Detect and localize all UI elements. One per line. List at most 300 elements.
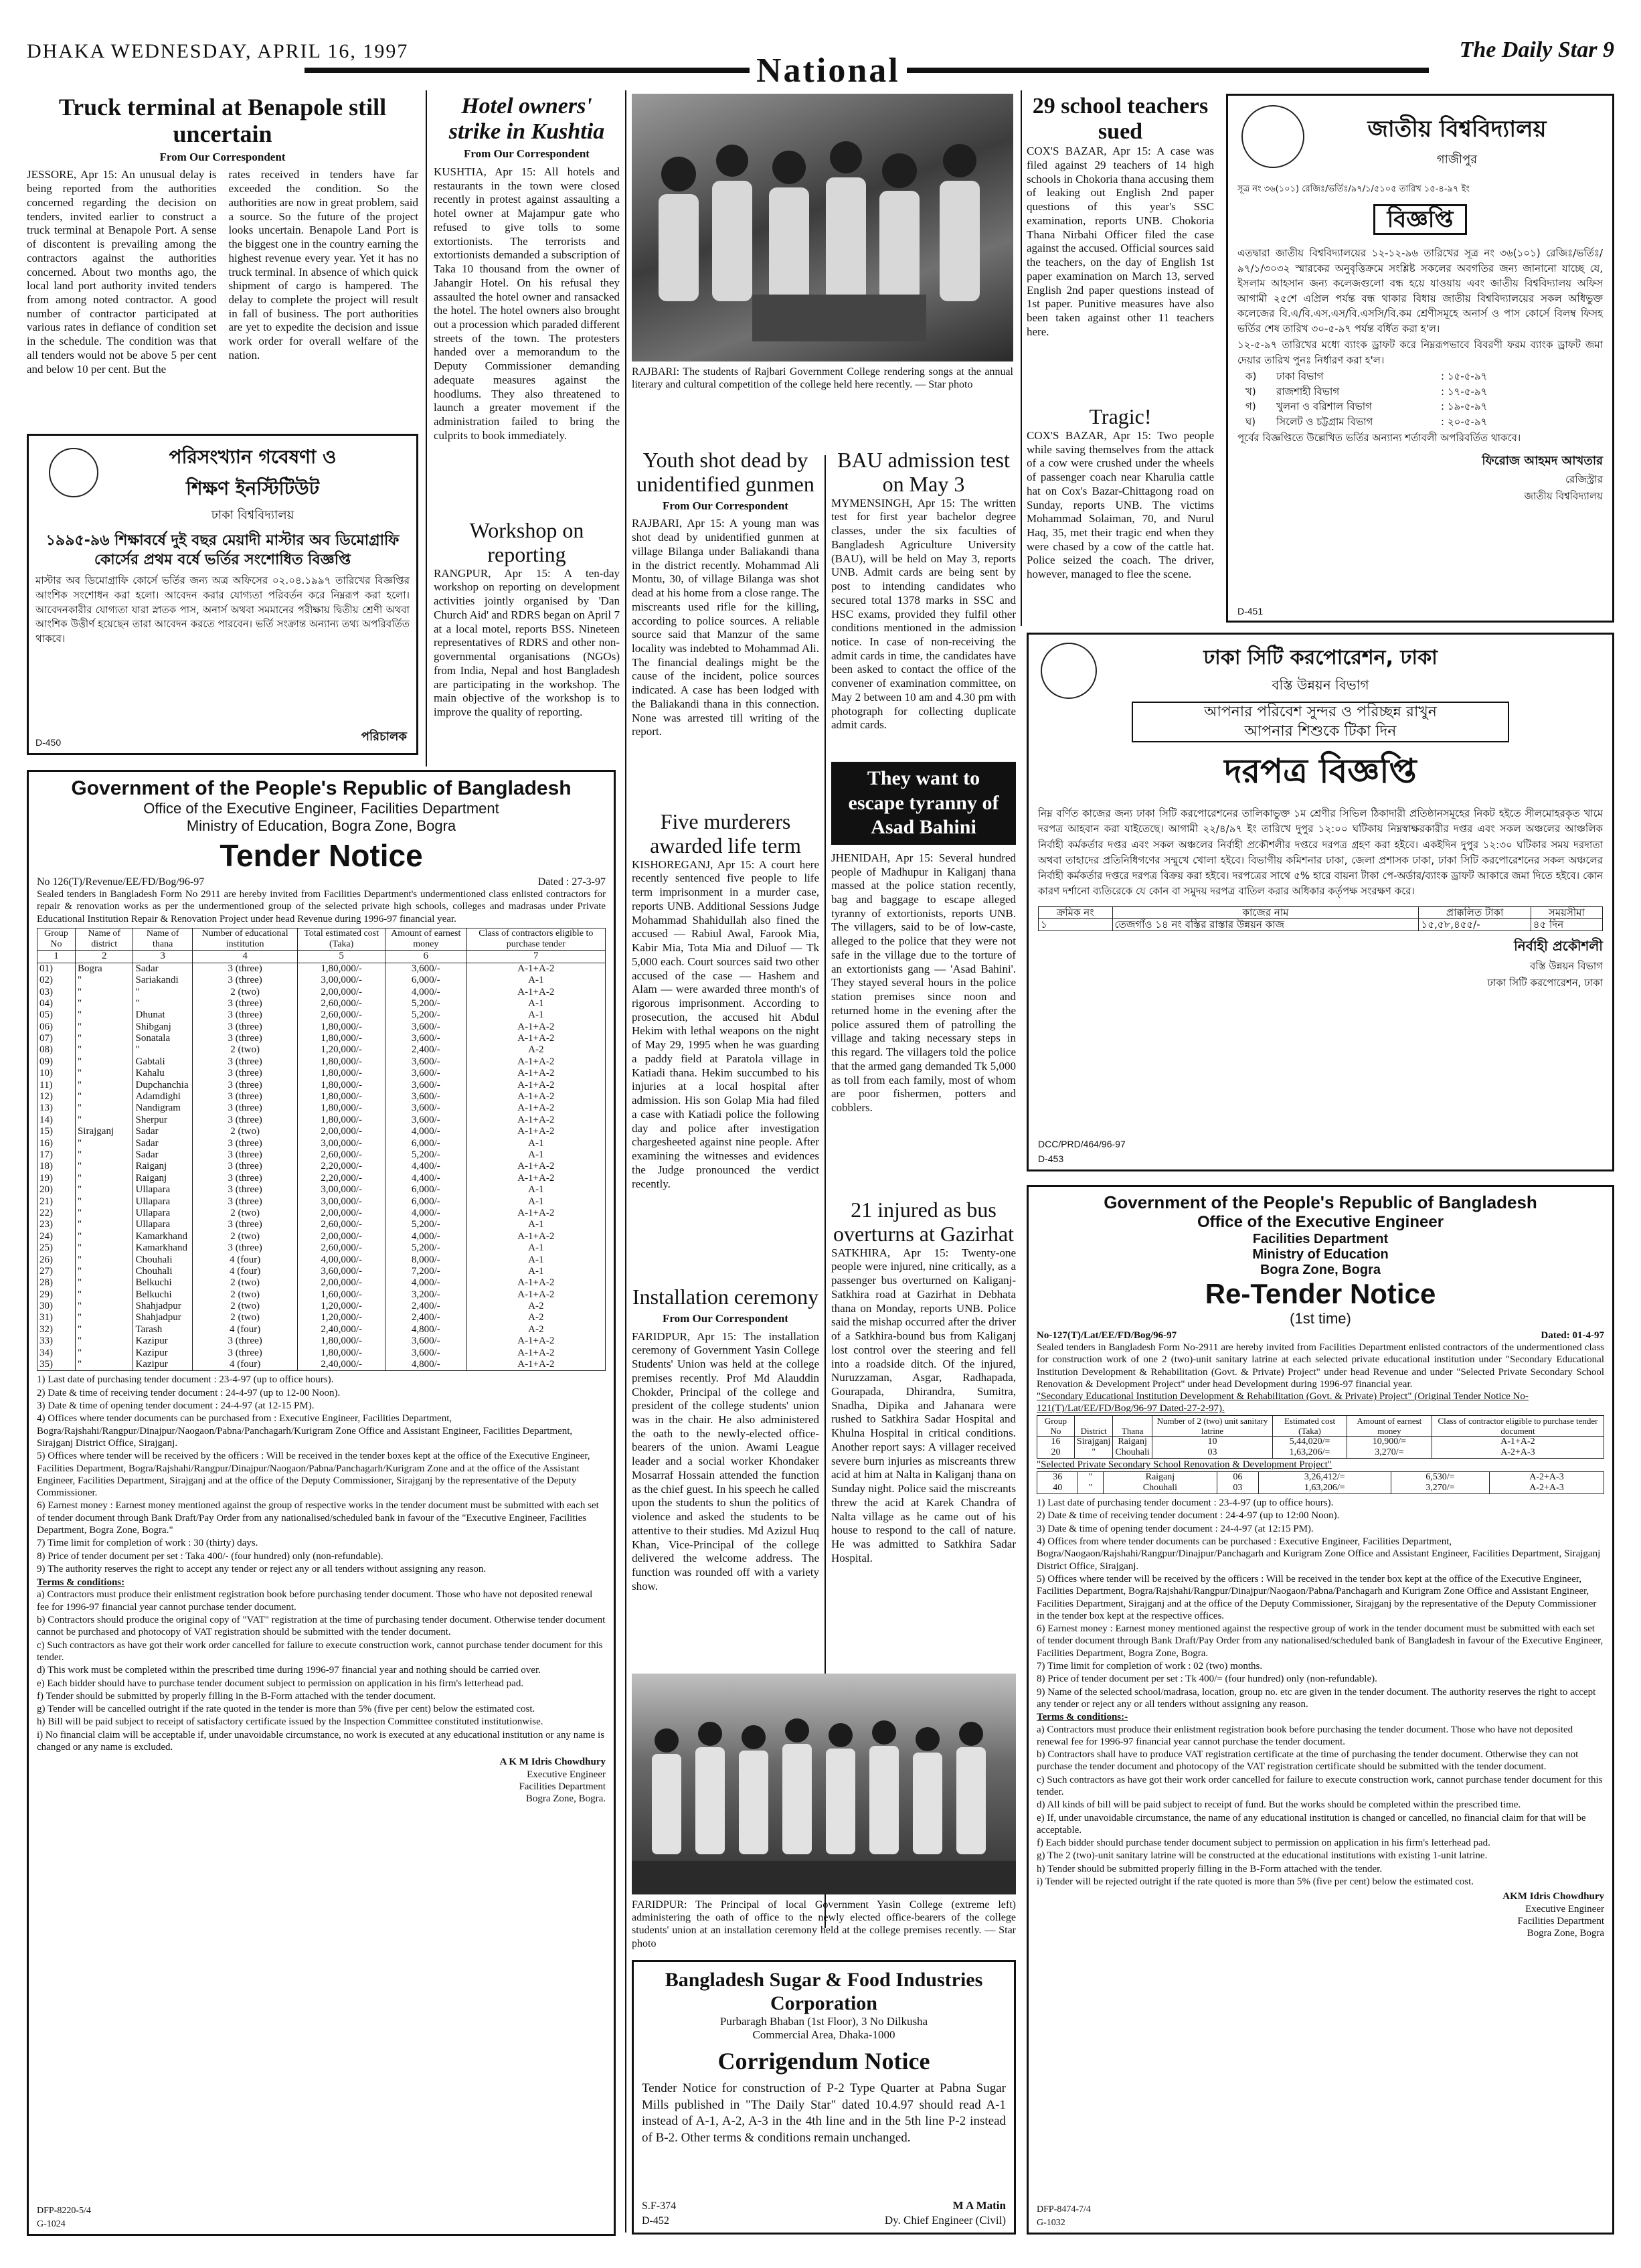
table-cell: 24) — [37, 1231, 76, 1242]
table-cell: " — [75, 1149, 133, 1161]
table-cell: 2,400/- — [385, 1044, 466, 1056]
table-cell: 17) — [37, 1149, 76, 1161]
condition-item: 9) The authority reserves the right to accept any tender or reject any or all tenders without assigning any reason. — [37, 1563, 487, 1574]
table-cell: 2,400/- — [385, 1301, 466, 1312]
table-cell: 2 (two) — [192, 1277, 297, 1289]
article-bus-overturns — [831, 1198, 1016, 1667]
table-cell: 3 (three) — [192, 1138, 297, 1149]
article-youth-shot — [632, 449, 819, 810]
table-cell: 31) — [37, 1312, 76, 1323]
table-cell: 7,200/- — [385, 1266, 466, 1277]
table-cell: 3,600/- — [385, 1080, 466, 1091]
schedule-key: ঘ) — [1245, 415, 1256, 428]
ad-office: Office of the Executive Engineer, Facilities Department — [143, 800, 499, 817]
table-cell: 3 (three) — [192, 1080, 297, 1091]
table-header: Estimated cost (Taka) — [1273, 1415, 1347, 1436]
byline: From Our Correspondent — [663, 499, 788, 512]
tender-no: No 126(T)/Revenue/EE/FD/Bog/96-97 — [37, 876, 205, 888]
table-cell: 1,80,000/- — [298, 1348, 385, 1359]
table-cell: 3,600/- — [385, 1022, 466, 1033]
table-cell: " — [75, 987, 133, 998]
table-cell: " — [75, 1196, 133, 1208]
condition-item: 6) Earnest money : Earnest money mentioned against the respective group of work in the tender document must be submitted with each set of tender document through Bank Draft/Pay Order from any nationalised/scheduled bank of Bangladesh in favour of the Executive Engineer, Facilities Department, Bogra Zone, Bogra. — [1037, 1623, 1604, 1659]
headline: BAU admission test on May 3 — [837, 449, 1010, 496]
ad-heading: দরপত্র বিজ্ঞপ্তি — [1224, 752, 1417, 791]
table-cell: 3 (three) — [192, 1173, 297, 1184]
ad-intro: Sealed tenders in Bangladesh Form No 2911 are hereby invited from Facilities Department's undermentioned class enlisted contractors for repair & renovation works as per the undermentioned group of the selected private high schools, colleges and madrasas under Private Educational Institution Repair & Renovation Project under head Revenue during 1996-97 financial year. — [37, 889, 606, 924]
table-cell: 2,20,000/- — [298, 1173, 385, 1184]
table-cell: 2,60,000/- — [298, 1009, 385, 1021]
table-cell: A-1+A-2 — [1432, 1436, 1604, 1447]
table-cell: 2,60,000/- — [298, 998, 385, 1009]
dcc-logo — [1041, 643, 1097, 699]
section-title: National — [750, 51, 907, 90]
ad-retender-notice — [1027, 1185, 1614, 2235]
ad-signer-title: রেজিস্ট্রার — [1565, 473, 1603, 485]
ad-org-name: ঢাকা সিটি করপোরেশন, ঢাকা — [1203, 646, 1438, 669]
schedule-key: গ) — [1245, 400, 1256, 412]
table-cell: 10,900/= — [1347, 1436, 1432, 1447]
table-row — [1039, 919, 1603, 931]
table-cell: 1,80,000/- — [298, 1103, 385, 1114]
table-header: Class of contractors eligible to purchase tender — [466, 928, 605, 950]
table-cell: Kazipur — [133, 1348, 192, 1359]
table-row — [37, 1022, 606, 1033]
ad-place: গাজীপুর — [1436, 153, 1478, 167]
ad-code: D-453 — [1038, 1153, 1064, 1164]
table-cell: Sadar — [133, 1138, 192, 1149]
table-cell: 2,60,000/- — [298, 1219, 385, 1230]
table-cell: A-2+A-3 — [1489, 1471, 1604, 1483]
table-cell: 2,20,000/- — [298, 1161, 385, 1172]
table-cell: " — [75, 1335, 133, 1347]
table-cell: " — [75, 1219, 133, 1230]
table-header: District — [1074, 1415, 1113, 1436]
ad-work-table — [1038, 906, 1603, 932]
table-cell: Kamarkhand — [133, 1231, 192, 1242]
schedule-date: : ১৭-৫-৯৭ — [1441, 385, 1488, 398]
table-cell: 3 (three) — [192, 1335, 297, 1347]
table-cell: 02) — [37, 975, 76, 986]
ad-code: G-1032 — [1037, 2218, 1065, 2228]
ad-org-name: জাতীয় বিশ্ববিদ্যালয় — [1367, 116, 1547, 143]
table-header: Class of contractor eligible to purchase tender document — [1432, 1415, 1604, 1436]
table-cell: 2,00,000/- — [298, 1208, 385, 1219]
table-cell: 3 (three) — [192, 1022, 297, 1033]
table-cell: 5,200/- — [385, 1219, 466, 1230]
table-header: ক্রমিক নং — [1039, 906, 1113, 918]
table-cell: A-1+A-2 — [466, 1348, 605, 1359]
table-cell: 3 (three) — [192, 1242, 297, 1254]
table-col-number: 5 — [298, 951, 385, 963]
table-cell: 3 (three) — [192, 1091, 297, 1103]
table-cell: " — [75, 1022, 133, 1033]
table-cell: A-1+A-2 — [466, 1126, 605, 1137]
table-cell: 3,600/- — [385, 1068, 466, 1079]
table-cell: 3,600/- — [385, 1115, 466, 1126]
table-cell: 4 (four) — [192, 1254, 297, 1266]
table-row — [37, 1301, 606, 1312]
article-body: JHENIDAH, Apr 15: Several hundred people of Madhupur in Kaliganj thana massed at the police station recently, bag and baggage to escape alleged tyranny of extortionists, reports UNB. The villagers, said to be of low-caste, alleged to the police that they were not safe in the village due to the torture of an extortionists gang — 'Asad Bahini'. They stayed several hours in the police station premises since noon and returned home in the evening after the police assured them of patrolling the village and taking necessary steps in this regard. The villagers told the police that the armed gang demanded Tk 5,000 as toll from each family, most of whom are poor fishermen, potters and cobblers. — [831, 851, 1016, 1114]
article-hotel-strike — [434, 94, 620, 522]
table-cell: Chouhali — [133, 1254, 192, 1266]
table-row — [37, 1091, 606, 1103]
condition-item: 1) Last date of purchasing tender document : 23-4-97 (up to office hours). — [37, 1374, 334, 1386]
table-cell: " — [75, 998, 133, 1009]
table-cell: 3,00,000/- — [298, 1138, 385, 1149]
table-cell: 2,400/- — [385, 1312, 466, 1323]
table-cell: 4,800/- — [385, 1359, 466, 1371]
terms-title: Terms & conditions:- — [1037, 1712, 1128, 1723]
term-item: c) Such contractors as have got their work order cancelled for failure to execute construction work, cannot purchase tender document for this tender. — [37, 1639, 603, 1663]
term-item: a) Contractors must produce their enlistment registration book before purchasing the tender document. Those who have not deposited renewal fee for 1996-97 financial year cannot purchase the tender document. — [1037, 1724, 1573, 1747]
table-cell: 4,400/- — [385, 1161, 466, 1172]
ad-code: D-450 — [35, 737, 62, 748]
headline: Installation ceremony — [632, 1285, 819, 1309]
ad-subtitle: ঢাকা বিশ্ববিদ্যালয় — [211, 508, 294, 522]
table-cell: Shahjadpur — [133, 1301, 192, 1312]
tender-no: No-127(T)/Lat/EE/FD/Bog/96-97 — [1037, 1330, 1177, 1341]
table-cell: 16) — [37, 1138, 76, 1149]
ad-zone: Bogra Zone, Bogra — [1260, 1263, 1381, 1277]
table-cell: A-1 — [466, 1196, 605, 1208]
table-row — [37, 1056, 606, 1068]
ad-ref: S.F-374 — [642, 2200, 677, 2212]
table-row — [37, 975, 606, 986]
table-cell: A-1 — [466, 1254, 605, 1266]
term-item: h) Bill will be paid subject to receipt of satisfactory certificate issued by the Inspection Committee constituted institutionwise. — [37, 1716, 543, 1728]
ad-title: Tender Notice — [220, 838, 423, 873]
table-cell: 33) — [37, 1335, 76, 1347]
table-cell: " — [75, 1056, 133, 1068]
table-cell: 1,80,000/- — [298, 1115, 385, 1126]
table-row — [37, 1126, 606, 1137]
table-cell: 6,530/= — [1391, 1471, 1489, 1483]
retender-table — [1037, 1415, 1604, 1459]
table-cell: Ullapara — [133, 1208, 192, 1219]
ad-gov: Government of the People's Republic of Bangladesh — [71, 777, 572, 799]
table-cell: 1,63,206/= — [1273, 1447, 1347, 1459]
table-cell: 5,200/- — [385, 1242, 466, 1254]
table-cell: " — [1078, 1471, 1103, 1483]
table-cell: 2,60,000/- — [298, 1149, 385, 1161]
table-cell: 04) — [37, 998, 76, 1009]
table-cell: 3 (three) — [192, 963, 297, 975]
table-cell: A-2+A-3 — [1432, 1447, 1604, 1459]
table-cell: Sirajganj — [1074, 1436, 1113, 1447]
ad-dept: বস্তি উন্নয়ন বিভাগ — [1272, 677, 1369, 693]
ad-title: Re-Tender Notice — [1205, 1278, 1436, 1309]
condition-item: 4) Offices from where tender documents can be purchased : Executive Engineer, Facilities Department, Bogra/Naogaon/Rajshahi/Rangpur/Dinajpur/Panchagarh and Kurigram Zone Office and Assistant Engineer, Facilities Department, Sirajganj District Office, Sirajganj. — [1037, 1536, 1601, 1572]
table-cell: 22) — [37, 1208, 76, 1219]
table-header: Group No — [1037, 1415, 1075, 1436]
tender-conditions — [37, 1374, 606, 1575]
institute-logo — [49, 448, 98, 497]
table-col-number: 3 — [133, 951, 192, 963]
table-cell: A-1 — [466, 1009, 605, 1021]
table-cell: A-1+A-2 — [466, 1068, 605, 1079]
table-row — [37, 1138, 606, 1149]
table-cell: A-1+A-2 — [466, 1103, 605, 1114]
ad-intro: Sealed tenders in Bangladesh Form No-2911 are hereby invited from Facilities Department enlisted contractors of the undermentioned class for construction work of one 2 (two)-unit sanitary latrine at each selected private educational institution under "Secondary Educational Institution Development & Rehabilitation (Govt. & Private) Project" under head Revenue and under "Selected Private Secondary School Renovation & Development Project" under head Development during 1996-97 financial year. — [1037, 1342, 1604, 1390]
term-item: g) The 2 (two)-unit sanitary latrine will be constructed at the educational institutions with existing 1-unit latrine. — [1037, 1850, 1488, 1862]
ad-signer-title: Executive Engineer — [527, 1769, 606, 1780]
table-cell: 3 (three) — [192, 975, 297, 986]
table-cell: 8,000/- — [385, 1254, 466, 1266]
table-cell: 3 (three) — [192, 1103, 297, 1114]
project-title: "Secondary Educational Institution Development & Rehabilitation (Govt. & Private) Project" (Original Tender Notice No-121(T)/Lat/EE/FD/Bog/96-97 Dated-27-2-97). — [1037, 1391, 1529, 1414]
table-cell: " — [75, 1301, 133, 1312]
photo-caption: RAJBARI: The students of Rajbari Government College rendering songs at the annual literary and cultural competition of the college held here recently. — Star photo — [632, 366, 1013, 391]
table-cell: " — [75, 1115, 133, 1126]
table-cell: Kamarkhand — [133, 1242, 192, 1254]
table-cell: Raiganj — [1113, 1436, 1152, 1447]
table-cell: 4 (four) — [192, 1266, 297, 1277]
table-cell: 1,80,000/- — [298, 1091, 385, 1103]
table-cell: 10 — [1152, 1436, 1272, 1447]
table-cell: Raiganj — [133, 1161, 192, 1172]
table-cell: 6,000/- — [385, 1138, 466, 1149]
table-cell: 3,60,000/- — [298, 1266, 385, 1277]
table-header: Number of educational institution — [192, 928, 297, 950]
article-installation — [632, 1285, 819, 1660]
article-body: COX'S BAZAR, Apr 15: Two people while saving themselves from the attack of a cow were crushed under the wheels of passenger coach near Kharulia cattle hat on Cox's Bazar-Chittagong road on Sunday, reports UNB. The victims Mohammad Solaiman, 70, and Nurul Haq, 35, met their tragic end when they were chased by a cow of the cattle hat. Police seized the coach. The driver, however, managed to flee the scene. — [1027, 428, 1214, 581]
table-cell: 3 (three) — [192, 1033, 297, 1044]
table-cell: Kahalu — [133, 1068, 192, 1079]
table-cell: " — [75, 1231, 133, 1242]
table-cell: 2 (two) — [192, 1126, 297, 1137]
table-cell: " — [75, 1103, 133, 1114]
table-cell: A-2 — [466, 1324, 605, 1335]
table-cell: A-1+A-2 — [466, 987, 605, 998]
ad-tail: পূর্বের বিজ্ঞপ্তিতে উল্লেখিত ভর্তির অন্যান্য শর্তাবলী অপরিবর্তিত থাকবে। — [1237, 432, 1521, 444]
byline: From Our Correspondent — [663, 1311, 788, 1325]
schedule-row — [1245, 384, 1603, 400]
table-cell: A-1 — [466, 1242, 605, 1254]
table-cell: 2 (two) — [192, 1208, 297, 1219]
headline: Truck terminal at Benapole still uncertain — [58, 94, 387, 148]
ad-ref: DCC/PRD/464/96-97 — [1038, 1139, 1126, 1149]
headline: Workshop on reporting — [469, 519, 584, 566]
table-row — [37, 998, 606, 1009]
table-cell: 09) — [37, 1056, 76, 1068]
table-cell: 35) — [37, 1359, 76, 1371]
table-cell: A-1 — [466, 1219, 605, 1230]
table-cell: Sadar — [133, 1126, 192, 1137]
schedule-key: খ) — [1245, 385, 1256, 398]
table-cell: 10) — [37, 1068, 76, 1079]
table-cell: 06 — [1217, 1471, 1258, 1483]
column-rule — [1021, 90, 1022, 626]
table-cell: 2,40,000/- — [298, 1324, 385, 1335]
table-cell: A-2 — [466, 1301, 605, 1312]
table-cell: 4,800/- — [385, 1324, 466, 1335]
table-cell: 2,00,000/- — [298, 1231, 385, 1242]
tender-table — [37, 928, 606, 1372]
article-body: KUSHTIA, Apr 15: All hotels and restaurants in the town were closed recently in protest against assaulting a hotel owner at Majampur gate who refused to give tolls to some extortionists. The terrorists and extortionists demanded a subscription of Taka 10 thousand from the owner of Jahangir Hotel. On his refusal they assaulted the hotel owner and ransacked the hotel. The hotel owners also brought out a procession which paraded different streets of the town. The protesters handed over a memorandum to the Deputy Commissioner demanding adequate measures against the hoodlums. They also threatened to launch a greater movement if the administration failed to bring the culprits to book immediately. — [434, 165, 620, 442]
ad-signer-org: ঢাকা সিটি করপোরেশন, ঢাকা — [1487, 977, 1603, 989]
table-header: Name of thana — [133, 928, 192, 950]
table-row — [37, 1009, 606, 1021]
table-cell: 12) — [37, 1091, 76, 1103]
table-cell: 1,20,000/- — [298, 1301, 385, 1312]
table-header-row — [37, 928, 606, 950]
ad-subtitle: (1st time) — [1290, 1310, 1351, 1327]
dateline: DHAKA WEDNESDAY, APRIL 16, 1997 — [27, 40, 409, 62]
table-cell: " — [75, 1289, 133, 1301]
table-header: Total estimated cost (Taka) — [298, 928, 385, 950]
table-cell: 3,600/- — [385, 1103, 466, 1114]
table-cell: 19) — [37, 1173, 76, 1184]
ad-signer-org: জাতীয় বিশ্ববিদ্যালয় — [1524, 489, 1603, 502]
table-cell: 23) — [37, 1219, 76, 1230]
headline: 29 school teachers sued — [1032, 94, 1209, 145]
tender-terms — [1037, 1724, 1604, 1888]
table-row — [37, 1033, 606, 1044]
table-row — [37, 1068, 606, 1079]
condition-item: 8) Price of tender document per set : Tk 400/= (four hundred) only (non-refundable). — [1037, 1674, 1377, 1685]
table-cell: " — [75, 1266, 133, 1277]
table-cell: 2,00,000/- — [298, 987, 385, 998]
schedule-row — [1245, 399, 1603, 414]
table-cell: " — [75, 1208, 133, 1219]
students-image — [632, 94, 1013, 361]
table-header: সময়সীমা — [1531, 906, 1602, 918]
table-row — [37, 1196, 606, 1208]
table-cell: ৪৫ দিন — [1531, 919, 1602, 931]
table-cell: ১৫,৫৮,৪৫৫/- — [1419, 919, 1531, 931]
ad-title: শিক্ষণ ইনস্টিটিউট — [186, 477, 319, 499]
table-cell: " — [75, 975, 133, 986]
ad-ministry: Ministry of Education — [1252, 1247, 1389, 1262]
table-cell: 3,600/- — [385, 963, 466, 975]
table-cell: 6,000/- — [385, 975, 466, 986]
table-cell: Shahjadpur — [133, 1312, 192, 1323]
tender-date: Dated: 01-4-97 — [1541, 1330, 1604, 1341]
table-row — [1037, 1436, 1604, 1447]
terms-title: Terms & conditions: — [37, 1577, 125, 1589]
schedule-division: খুলনা ও বরিশাল বিভাগ — [1276, 400, 1372, 412]
ad-slogan: আপনার পরিবেশ সুন্দর ও পরিচ্ছন্ন রাখুন — [1204, 704, 1437, 720]
ad-code: D-451 — [1237, 606, 1264, 617]
table-cell: A-1+A-2 — [466, 1033, 605, 1044]
table-cell: 06) — [37, 1022, 76, 1033]
table-cell: 3 (three) — [192, 1068, 297, 1079]
table-cell: 11) — [37, 1080, 76, 1091]
table-cell: A-1+A-2 — [466, 1056, 605, 1068]
condition-item: 3) Date & time of opening tender document : 24-4-97 (at 12-15 PM). — [37, 1400, 315, 1412]
table-cell: 30) — [37, 1301, 76, 1312]
ad-office: Office of the Executive Engineer — [1197, 1213, 1444, 1231]
table-cell: Sadar — [133, 963, 192, 975]
table-cell: 15) — [37, 1126, 76, 1137]
table-cell: 3,270/= — [1347, 1447, 1432, 1459]
table-cell: 3,00,000/- — [298, 1196, 385, 1208]
table-cell: 2,60,000/- — [298, 1242, 385, 1254]
table-cell: 16 — [1037, 1436, 1075, 1447]
article-body: JESSORE, Apr 15: An unusual delay is being reported from the authorities concerned regarding the decision on tenders, invited earlier to construct a truck terminal at Benapole Port. A sense of discontent is prevailing among the contractors against the authorities concerned. About two months ago, the local land port authority invited tenders from among noted contractor. A good number of contractor participated at various rates in defiance of condition set in the schedule. The condition was that all tenders would not be above 5 per cent and below 10 per cent. But the — [27, 168, 217, 376]
term-item: e) If, under unavoidable circumstance, the name of any educational institution is changed or cancelled, no financial claim for that will be acceptable. — [1037, 1812, 1586, 1836]
ad-slogan-box — [1132, 702, 1509, 742]
table-cell: 14) — [37, 1115, 76, 1126]
table-cell: 28) — [37, 1277, 76, 1289]
table-cell: " — [75, 1068, 133, 1079]
table-cell: A-1 — [466, 975, 605, 986]
table-cell: Bogra — [75, 963, 133, 975]
term-item: c) Such contractors as have got their work order cancelled for failure to execute construction work, cannot purchase tender document for this tender. — [1037, 1774, 1603, 1797]
article-body: FARIDPUR, Apr 15: The installation ceremony of Government Yasin College Students' Union was held at the college premises recently. Prof Md Alauddin Chokder, Principal of the college and president of the college students' union was in the chair. He also administered the oath to the newly-elected office-bearers of the union. Awami League leader and a social worker Khondaker Mosarraf Hossain attended the function as the chief guest. In his speech he called upon the students to shun the politics of violence and asked the students to be attentive to their studies. Md Azizul Huq Khan, Vice-Principal of the college delivered the welcome address. The function was rounded off with a variety show. — [632, 1329, 819, 1593]
headline: 21 injured as bus overturns at Gazirhat — [833, 1198, 1015, 1246]
table-cell: A-1 — [466, 1184, 605, 1196]
table-cell: Kazipur — [133, 1335, 192, 1347]
table-cell: 2 (two) — [192, 1044, 297, 1056]
table-cell: 4,00,000/- — [298, 1254, 385, 1266]
ad-signer-dept: Facilities Department — [519, 1781, 606, 1792]
table-row — [37, 1208, 606, 1219]
condition-item: 9) Name of the selected school/madrasa, location, group no. etc are given in the tender document. The authority reserves the right to accept any tender or reject any or all tenders without assigning any reason. — [1037, 1686, 1596, 1710]
table-cell: Belkuchi — [133, 1277, 192, 1289]
article-bau-admission — [831, 449, 1016, 763]
table-cell: তেজগাঁও ১৪ নং বস্তির রাস্তার উন্নয়ন কাজ — [1112, 919, 1419, 931]
photo-rajbari-students — [632, 94, 1013, 361]
headline: They want to escape tyranny of Asad Bahini — [831, 762, 1016, 845]
table-cell: 40 — [1037, 1483, 1078, 1494]
table-cell: A-1+A-2 — [466, 963, 605, 975]
table-cell: " — [1078, 1483, 1103, 1494]
ad-tender-notice — [27, 770, 616, 2236]
table-number-row — [37, 951, 606, 963]
term-item: d) All kinds of bill will be paid subject to receipt of fund. But the works should be completed within the prescribed time. — [1037, 1799, 1521, 1811]
table-cell: 1,80,000/- — [298, 1033, 385, 1044]
ad-body: Tender Notice for construction of P-2 Type Quarter at Pabna Sugar Mills published in "The Daily Star" dated 10.4.97 should read A-1 instead of A-1, A-2, A-3 in the 4th line and in the 5th line P-2 instead of B-2. Other terms & conditions remain unchanged. — [642, 2081, 1006, 2145]
table-cell: " — [75, 1277, 133, 1289]
table-row — [37, 1044, 606, 1056]
table-cell: " — [75, 1091, 133, 1103]
table-header: Name of district — [75, 928, 133, 950]
photo-caption: FARIDPUR: The Principal of local Government Yasin College (extreme left) administering the oath of office to the newly elected office-bearers of the college students' union at an installation ceremony held at the college premises recently. — Star photo — [632, 1899, 1016, 1949]
table-cell: 4,000/- — [385, 987, 466, 998]
ad-title: পরিসংখ্যান গবেষণা ও — [169, 446, 337, 468]
table-cell: 2 (two) — [192, 1301, 297, 1312]
byline: From Our Correspondent — [159, 150, 286, 163]
table-cell: 3,600/- — [385, 1091, 466, 1103]
table-row — [37, 1359, 606, 1371]
table-cell: A-1+A-2 — [466, 1080, 605, 1091]
term-item: g) Tender will be cancelled outright if the rate quoted in the tender is more than 5% (five per cent) below the estimated cost. — [37, 1704, 535, 1715]
ad-signer: A K M Idris Chowdhury — [499, 1757, 606, 1768]
table-cell: 03 — [1152, 1447, 1272, 1459]
table-row — [1037, 1447, 1604, 1459]
table-col-number: 6 — [385, 951, 466, 963]
schedule-date: : ১৯-৫-৯৭ — [1441, 400, 1488, 412]
table-cell: 34) — [37, 1348, 76, 1359]
headline: Hotel owners' strike in Kushtia — [448, 94, 605, 145]
table-cell: " — [75, 1348, 133, 1359]
table-cell: Dhunat — [133, 1009, 192, 1021]
ad-slogan: আপনার শিশুকে টিকা দিন — [1244, 722, 1397, 740]
headline: Youth shot dead by unidentified gunmen — [636, 449, 814, 496]
table-cell: " — [133, 1044, 192, 1056]
article-five-murderers — [632, 810, 819, 1279]
table-cell: 3,270/= — [1391, 1483, 1489, 1494]
article-body: COX'S BAZAR, Apr 15: A case was filed against 29 teachers of 14 high schools in Chokoria thana accusing them of leaking out English 2nd paper questions of this year's SSC examination, reports UNB. Chokoria Thana Nirbahi Officer filed the case against the accused. Official sources said the teachers, on the day of English 1st paper examination on March 13, served English 2nd paper questions instead of 1st paper. Punitive measures have also been taken against other 11 teachers here. — [1027, 145, 1214, 338]
table-row — [37, 1184, 606, 1196]
table-header-row — [1037, 1415, 1604, 1436]
table-cell: 3,600/- — [385, 1348, 466, 1359]
table-cell: " — [133, 987, 192, 998]
table-cell: Nandigram — [133, 1103, 192, 1114]
table-cell: 4,000/- — [385, 1208, 466, 1219]
